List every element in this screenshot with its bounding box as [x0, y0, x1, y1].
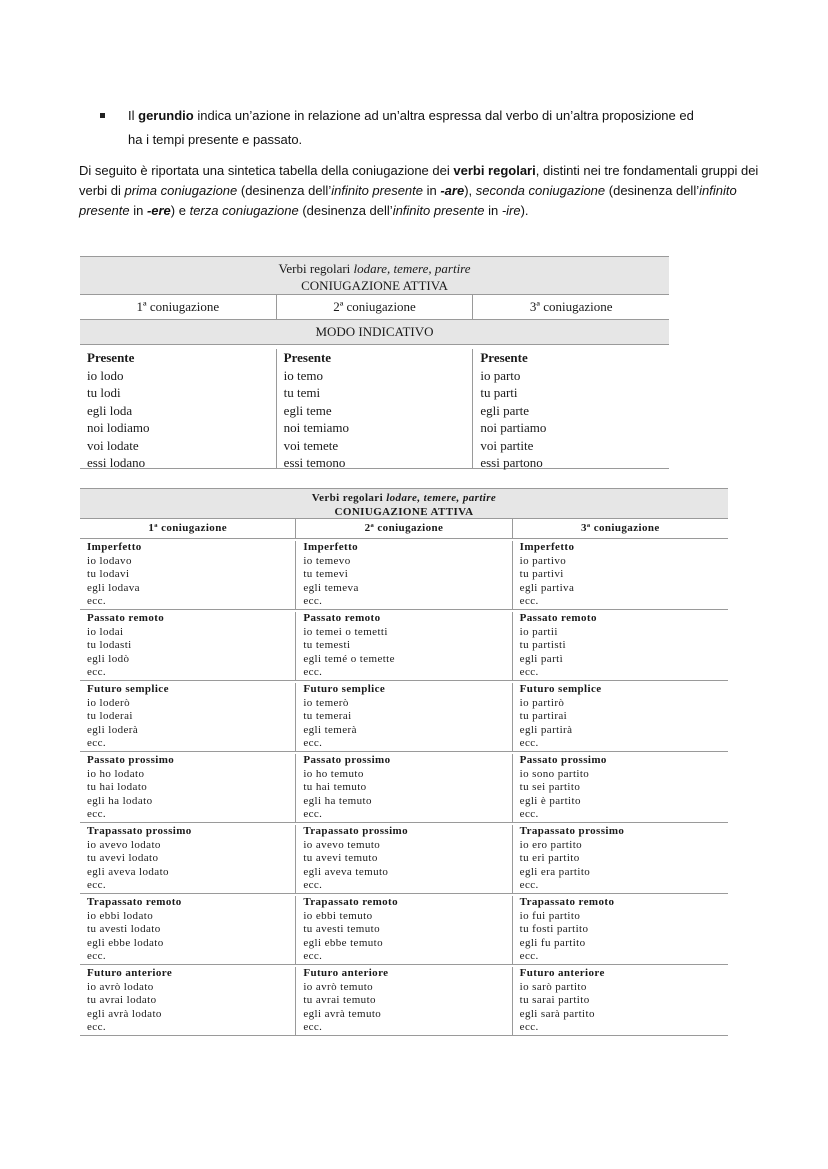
table-cell — [80, 349, 276, 468]
conjugation-form: ecc. — [519, 737, 539, 749]
intro-text: (desinenza dell’ — [605, 183, 700, 198]
conjugation-form: io lodavo — [87, 554, 132, 567]
bullet-line2: ha i tempi presente e passato. — [128, 132, 303, 147]
conjugation-form: ecc. — [303, 808, 323, 820]
conjugation-form: essi partono — [480, 455, 543, 470]
conjugation-form: egli partiva — [519, 581, 575, 594]
tense-label: Futuro anteriore — [87, 967, 173, 979]
conjugation-form: tu temi — [283, 385, 321, 400]
conjugation-form: io avrò temuto — [303, 980, 374, 993]
table-cell — [80, 825, 295, 893]
conjugation-form: io partii — [519, 625, 558, 638]
conjugation-form: egli avrà lodato — [87, 1007, 162, 1020]
conjugation-form: ecc. — [303, 666, 323, 678]
tense-label: Imperfetto — [87, 541, 142, 553]
conjugation-form: ecc. — [519, 666, 539, 678]
conjugation-form: io avevo temuto — [303, 838, 381, 851]
conjugation-form: voi temete — [283, 437, 339, 453]
conjugation-form: egli partirà — [519, 723, 573, 736]
tense-label: Presente — [87, 350, 135, 365]
mode-heading: MODO INDICATIVO — [80, 319, 669, 345]
table-cell — [512, 754, 728, 822]
table-cell — [512, 683, 728, 751]
intro-text: ). — [520, 203, 529, 218]
header-third-conjugation: 3ª coniugazione — [512, 519, 728, 538]
conjugation-form: egli temerà — [303, 723, 357, 736]
header-second-conjugation: 2ª coniugazione — [276, 295, 473, 319]
table-title-verbs: lodare, temere, partire — [353, 261, 471, 276]
conjugation-form: egli lodava — [87, 581, 140, 594]
table-body-row — [80, 345, 669, 469]
table-cell — [295, 825, 511, 893]
table-row — [80, 752, 728, 823]
conjugation-form: tu avesti lodato — [87, 923, 161, 935]
conjugation-form: tu avesti temuto — [303, 923, 380, 935]
conjugation-form: egli ebbe temuto — [303, 936, 384, 949]
intro-bold: verbi regolari — [453, 163, 536, 178]
conjugation-form: ecc. — [87, 1021, 106, 1033]
table-cell — [295, 612, 511, 680]
conjugation-form: io ero partito — [519, 838, 583, 851]
table-cell — [512, 541, 728, 609]
conjugation-form: egli ebbe lodato — [87, 936, 164, 949]
table-title — [80, 256, 669, 294]
conjugation-form: ecc. — [87, 879, 106, 891]
conjugation-form: egli è partito — [519, 794, 581, 807]
conjugation-form: ecc. — [519, 950, 539, 962]
bullet-line1: indica un’azione in relazione ad un’altra espressa dal verbo di un’altra proposizione ed — [193, 108, 694, 123]
conjugation-form: io sono partito — [519, 767, 590, 780]
tense-label: Futuro semplice — [519, 683, 602, 695]
table-row — [80, 965, 728, 1036]
conjugation-form: io ebbi temuto — [303, 909, 373, 922]
conjugation-form: io partirò — [519, 696, 565, 709]
intro-text: ) e — [170, 203, 190, 218]
tense-label: Trapassato prossimo — [519, 825, 625, 837]
conjugation-form: io ho lodato — [87, 767, 145, 780]
conjugation-form: tu hai temuto — [303, 781, 367, 793]
tense-label: Passato prossimo — [519, 754, 607, 766]
conjugation-form: ecc. — [87, 808, 106, 820]
intro-italic: infinito presente — [392, 203, 485, 218]
intro-italic: terza coniugazione — [189, 203, 299, 218]
tense-label: Futuro anteriore — [519, 967, 605, 979]
table-cell — [295, 541, 511, 609]
table-title-verbs: lodare, temere, partire — [386, 492, 497, 504]
conjugation-form: ecc. — [303, 1021, 323, 1033]
conjugation-form: ecc. — [303, 950, 323, 962]
header-second-conjugation: 2ª coniugazione — [295, 519, 511, 538]
conjugation-form: tu avevi lodato — [87, 852, 159, 864]
conjugation-form: egli temé o temette — [303, 652, 395, 665]
conjugation-form: egli loderà — [87, 723, 139, 736]
table-row — [80, 823, 728, 894]
conjugation-form: tu partirai — [519, 710, 568, 722]
table-row — [80, 681, 728, 752]
conjugation-form: io temei o temetti — [303, 625, 388, 638]
conjugation-form: noi partiamo — [480, 420, 547, 435]
intro-text: Di seguito è riportata una sintetica tabella della coniugazione dei — [79, 163, 454, 178]
tense-label: Futuro anteriore — [303, 967, 389, 979]
conjugation-form: tu loderai — [87, 710, 133, 722]
table-cell — [80, 967, 295, 1035]
conjugation-form: ecc. — [519, 1021, 539, 1033]
conjugation-form: io lodo — [87, 367, 124, 383]
table-row — [80, 610, 728, 681]
conjugation-form: tu avrai lodato — [87, 994, 157, 1006]
table-cell — [295, 683, 511, 751]
conjugation-table-indicative-present — [80, 256, 669, 469]
conjugation-form: egli partì — [519, 652, 564, 665]
conjugation-form: io ho temuto — [303, 767, 364, 780]
conjugation-form: ecc. — [87, 666, 106, 678]
intro-bold-italic: -are — [440, 183, 465, 198]
conjugation-form: io temevo — [303, 554, 351, 567]
conjugation-form: io avevo lodato — [87, 838, 161, 851]
conjugation-form: tu temevi — [303, 568, 349, 580]
conjugation-form: ecc. — [87, 950, 106, 962]
conjugation-form: egli fu partito — [519, 936, 586, 949]
tense-label: Trapassato remoto — [519, 896, 615, 908]
conjugation-form: egli temeva — [303, 581, 359, 594]
tense-label: Passato prossimo — [87, 754, 175, 766]
conjugation-form: io fui partito — [519, 909, 581, 922]
conjugation-form: io temo — [283, 367, 324, 383]
conjugation-form: tu avrai temuto — [303, 994, 376, 1006]
table-subtitle: CONIUGAZIONE ATTIVA — [301, 278, 448, 293]
intro-text: ), — [464, 183, 476, 198]
conjugation-form: ecc. — [87, 737, 106, 749]
conjugation-form: tu partisti — [519, 639, 566, 651]
conjugation-form: ecc. — [519, 879, 539, 891]
table-body — [80, 539, 728, 1036]
conjugation-form: tu temerai — [303, 710, 352, 722]
intro-text: in — [423, 183, 441, 198]
conjugation-form: voi partite — [480, 437, 534, 453]
conjugation-form: io temerò — [303, 696, 349, 709]
table-row — [80, 539, 728, 610]
tense-label: Passato prossimo — [303, 754, 391, 766]
table-cell — [80, 612, 295, 680]
conjugation-form: tu sarai partito — [519, 994, 590, 1006]
tense-label: Imperfetto — [303, 541, 359, 553]
conjugation-form: noi lodiamo — [87, 420, 150, 435]
intro-text: (desinenza dell’ — [298, 203, 393, 218]
table-title-prefix: Verbi regolari — [278, 261, 354, 276]
table-header-row — [80, 294, 669, 319]
intro-italic: seconda coniugazione — [475, 183, 606, 198]
conjugation-form: egli ha temuto — [303, 794, 372, 807]
conjugation-form: egli lodò — [87, 652, 130, 665]
table-cell — [80, 683, 295, 751]
table-cell — [512, 612, 728, 680]
conjugation-form: tu sei partito — [519, 781, 581, 793]
table-cell — [295, 967, 511, 1035]
conjugation-form: essi lodano — [87, 455, 146, 470]
table-cell — [276, 349, 473, 468]
conjugation-form: io sarò partito — [519, 980, 587, 993]
intro-text: (desinenza dell’ — [237, 183, 332, 198]
conjugation-form: tu hai lodato — [87, 781, 148, 793]
conjugation-form: tu lodavi — [87, 568, 130, 580]
table-cell — [80, 896, 295, 964]
conjugation-form: io loderò — [87, 696, 131, 709]
conjugation-form: essi temono — [283, 455, 346, 470]
conjugation-form: ecc. — [519, 808, 539, 820]
conjugation-form: egli sarà partito — [519, 1007, 595, 1020]
table-cell — [80, 541, 295, 609]
tense-label: Trapassato remoto — [87, 896, 182, 908]
tense-label: Passato remoto — [519, 612, 597, 624]
bullet-square-icon — [100, 113, 105, 118]
table-subtitle: CONIUGAZIONE ATTIVA — [334, 506, 474, 518]
conjugation-table-indicative-tenses — [80, 488, 728, 1036]
tense-label: Presente — [283, 350, 332, 365]
table-cell — [472, 349, 669, 468]
table-title — [80, 488, 728, 518]
intro-paragraph — [79, 161, 769, 221]
conjugation-form: egli parte — [480, 402, 530, 418]
conjugation-form: tu lodasti — [87, 639, 132, 651]
conjugation-form: egli avrà temuto — [303, 1007, 382, 1020]
conjugation-form: tu fosti partito — [519, 923, 589, 935]
header-first-conjugation: 1ª coniugazione — [136, 299, 220, 314]
tense-label: Trapassato remoto — [303, 896, 399, 908]
table-title-prefix: Verbi regolari — [311, 492, 387, 504]
conjugation-form: ecc. — [303, 595, 323, 607]
conjugation-form: io ebbi lodato — [87, 909, 154, 922]
table-cell — [512, 825, 728, 893]
tense-label: Presente — [480, 350, 528, 365]
conjugation-form: tu avevi temuto — [303, 852, 378, 864]
tense-label: Futuro semplice — [87, 683, 169, 695]
bullet-item-gerundio — [100, 104, 760, 152]
table-cell — [295, 896, 511, 964]
intro-text: , distinti nei tre fondamentali gruppi dei verbi di — [79, 163, 759, 198]
tense-label: Passato remoto — [87, 612, 165, 624]
conjugation-form: egli era partito — [519, 865, 591, 878]
bullet-prefix: Il — [128, 108, 139, 123]
intro-italic: infinito presente — [79, 183, 737, 218]
intro-italic: infinito presente — [331, 183, 423, 198]
tense-label: Passato remoto — [303, 612, 381, 624]
bullet-bold-term: gerundio — [138, 108, 194, 123]
conjugation-form: io partivo — [519, 554, 567, 567]
intro-text: in — [484, 203, 502, 218]
intro-bold-italic: -ere — [146, 203, 171, 218]
conjugation-form: egli aveva lodato — [87, 865, 169, 878]
conjugation-form: egli ha lodato — [87, 794, 153, 807]
conjugation-form: ecc. — [519, 595, 539, 607]
conjugation-form: ecc. — [303, 737, 323, 749]
tense-label: Imperfetto — [519, 541, 575, 553]
tense-label: Trapassato prossimo — [303, 825, 409, 837]
conjugation-form: tu parti — [480, 385, 518, 400]
table-header-row — [80, 518, 728, 539]
conjugation-form: tu eri partito — [519, 852, 580, 864]
intro-text: in — [129, 203, 147, 218]
table-row — [80, 894, 728, 965]
conjugation-form: egli teme — [283, 402, 332, 418]
conjugation-form: io lodai — [87, 625, 124, 638]
conjugation-form: tu partivi — [519, 568, 564, 580]
table-cell — [295, 754, 511, 822]
conjugation-form: ecc. — [87, 595, 106, 607]
table-cell — [512, 896, 728, 964]
conjugation-form: egli loda — [87, 402, 133, 418]
conjugation-form: noi temiamo — [283, 420, 350, 435]
intro-italic: -ire — [501, 203, 521, 218]
conjugation-form: io parto — [480, 367, 521, 383]
table-cell — [512, 967, 728, 1035]
conjugation-form: tu temesti — [303, 639, 351, 651]
table-cell — [80, 754, 295, 822]
conjugation-form: tu lodi — [87, 385, 121, 400]
conjugation-form: egli aveva temuto — [303, 865, 389, 878]
bullet-text — [128, 104, 760, 152]
header-first-conjugation: 1ª coniugazione — [148, 522, 227, 534]
intro-italic: prima coniugazione — [124, 183, 238, 198]
conjugation-form: ecc. — [303, 879, 323, 891]
header-third-conjugation: 3ª coniugazione — [472, 295, 669, 319]
tense-label: Trapassato prossimo — [87, 825, 192, 837]
tense-label: Futuro semplice — [303, 683, 386, 695]
conjugation-form: io avrò lodato — [87, 980, 154, 993]
conjugation-form: voi lodate — [87, 437, 139, 453]
